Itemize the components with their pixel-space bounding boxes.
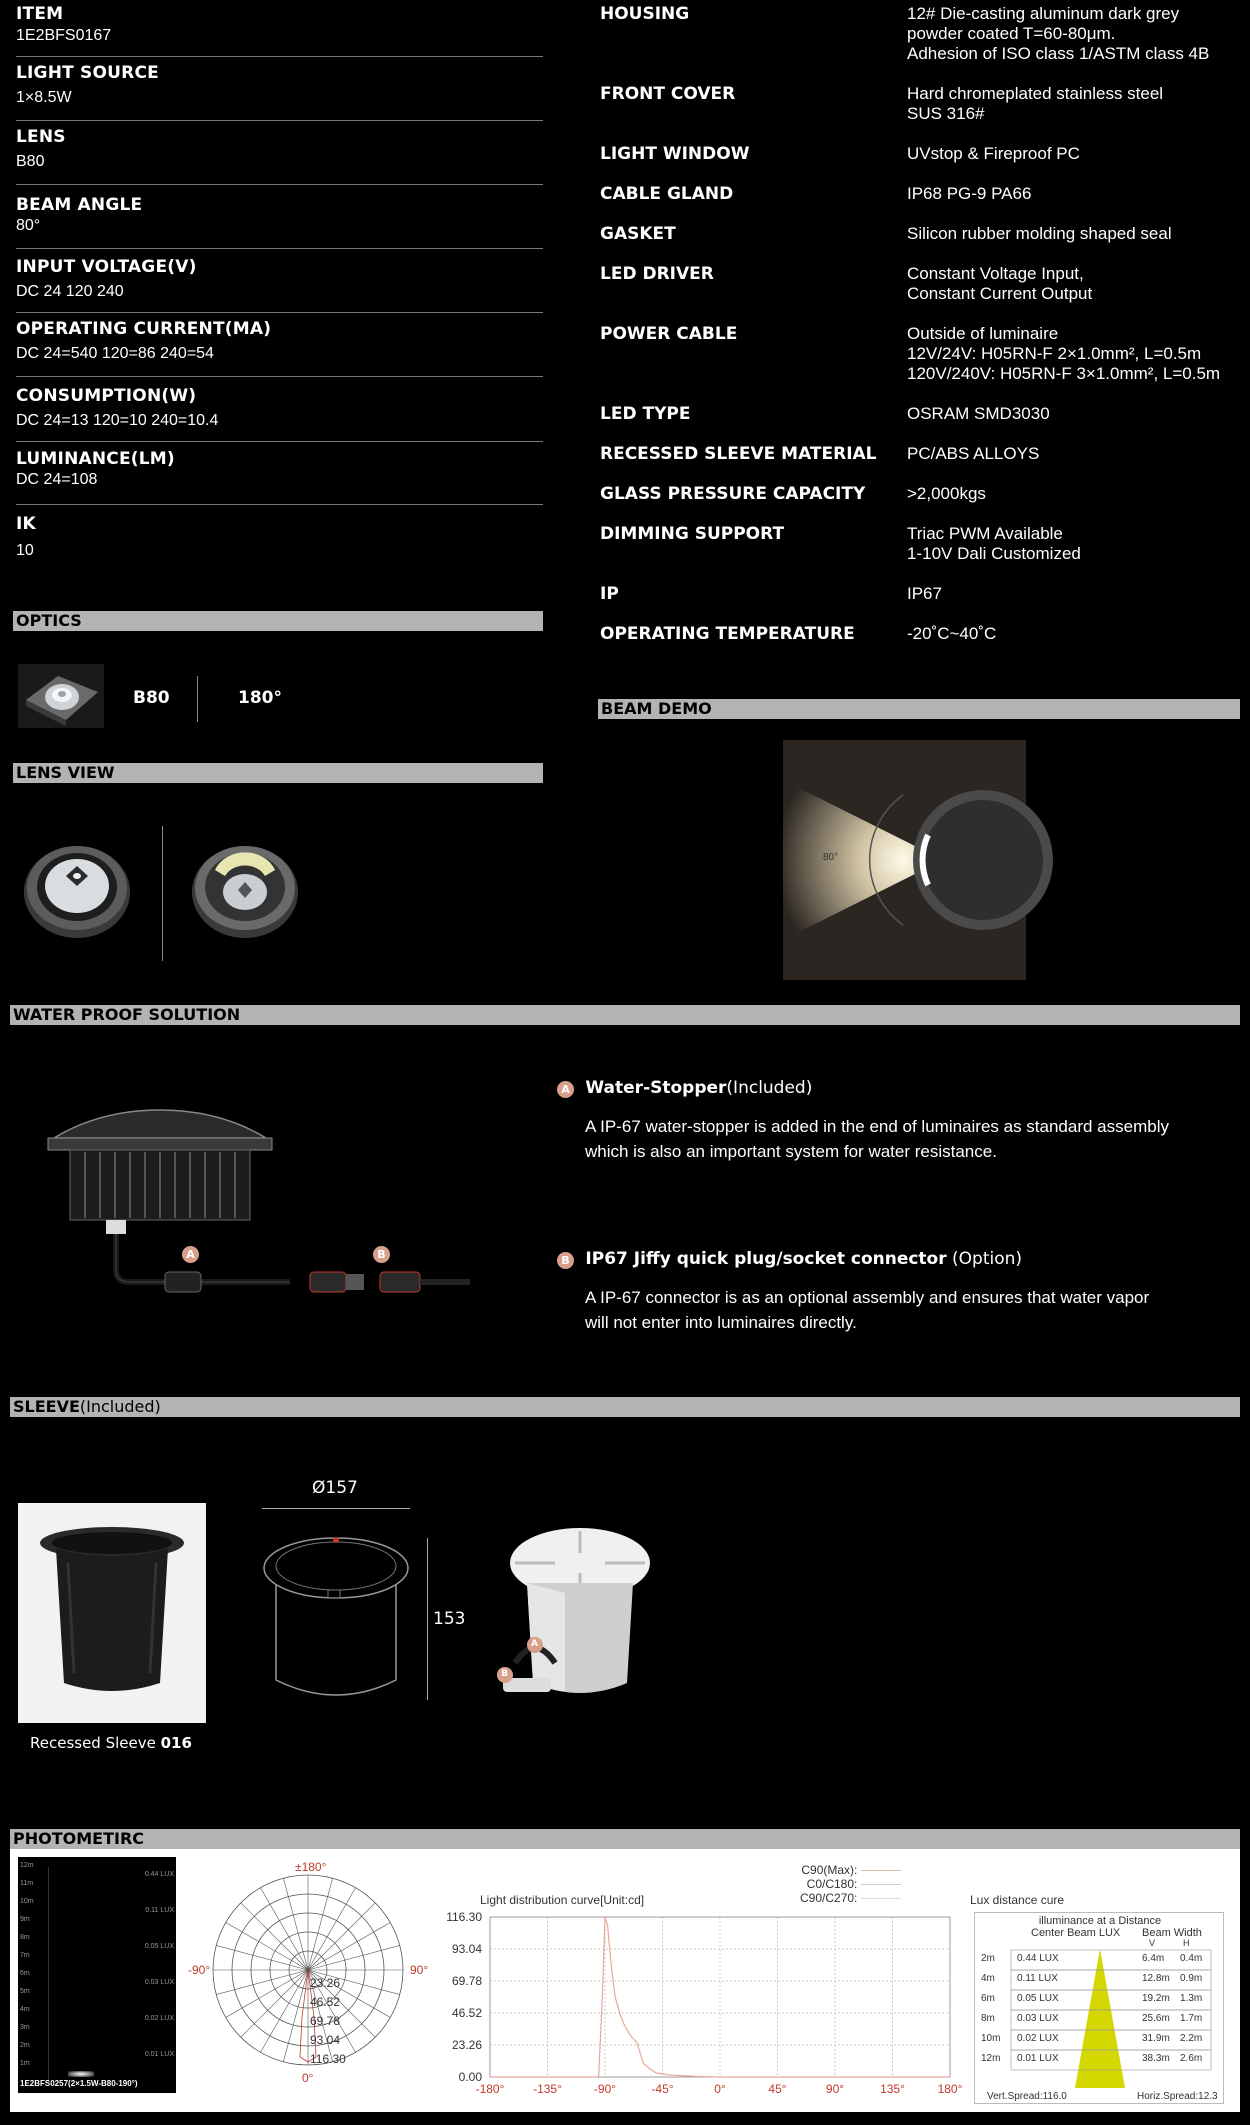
lux-cell-lux: 0.02 LUX [1017, 2033, 1059, 2044]
line: Outside of luminaire [907, 324, 1059, 343]
lux-cell-h: 0.9m [1180, 1973, 1203, 1984]
lux-row [975, 2013, 1225, 2029]
spec-label: OPERATING CURRENT(MA) [16, 319, 272, 339]
spec-luminance [16, 449, 543, 505]
spec-value: 80° [16, 217, 41, 234]
lux-row [975, 2033, 1225, 2049]
dimension-line [262, 1508, 410, 1509]
x-tick-label: -180° [475, 2082, 505, 2096]
desc-line: A IP-67 connector is as an optional assembly and ensures that water vapor [585, 1288, 1150, 1307]
legend-label: C90(Max): [801, 1863, 858, 1877]
spec-value: DC 24 120 240 [16, 283, 124, 300]
legend-item [800, 1863, 901, 1877]
section-beam-demo: BEAM DEMO [598, 699, 1240, 719]
isolux-spot [68, 2071, 94, 2077]
y-tick-label: 93.04 [451, 1942, 482, 1956]
spec-value: DC 24=108 [16, 471, 98, 488]
line: Triac PWM Available [907, 524, 1063, 543]
spec-value: 1×8.5W [16, 89, 72, 106]
sleeve-caption-text: Recessed Sleeve [30, 1734, 161, 1752]
isolux-lux [145, 1857, 174, 2073]
polar-chart [188, 1857, 430, 2101]
height-label: 5m [20, 1988, 30, 1995]
spec-label: LED TYPE [600, 404, 691, 424]
distribution-chart [430, 1907, 963, 2111]
height-label: 6m [20, 1970, 30, 1977]
lux-cell-v: 31.9m [1142, 2033, 1170, 2044]
spec-value: B80 [16, 153, 45, 170]
badge-a: A [557, 1081, 574, 1098]
y-tick-label: 46.52 [451, 2006, 482, 2020]
spec-consumption [16, 386, 543, 442]
isolux-axis [48, 1867, 49, 2082]
lux-label: 0.11 LUX [145, 1907, 174, 1914]
connector-title: IP67 Jiffy quick plug/socket connector [585, 1249, 947, 1269]
spec-value: Silicon rubber molding shaped seal [907, 224, 1172, 243]
badge-b: B [557, 1252, 574, 1269]
badge-a: A [182, 1246, 199, 1263]
height-label: 1m [20, 2060, 30, 2067]
legend-label: C90/C270: [800, 1891, 858, 1905]
lux-cell-h: 2.2m [1180, 2033, 1203, 2044]
divider [162, 826, 163, 961]
beam-angle-label: 80° [823, 852, 839, 863]
spec-lens [16, 127, 543, 185]
spec-value [907, 264, 1092, 304]
polar-ring-label: 46.52 [310, 1995, 341, 2009]
y-tick-label: 69.78 [451, 1974, 482, 1988]
connector-heading [557, 1249, 1022, 1269]
divider [197, 676, 198, 722]
lux-label: 0.05 LUX [144, 1943, 174, 1950]
lux-cell-h: 0.4m [1180, 1953, 1203, 1964]
badge-a: A [527, 1637, 542, 1652]
lux-cell-v: 12.8m [1142, 1973, 1170, 1984]
spec-value: IP67 [907, 584, 942, 603]
section-water-proof: WATER PROOF SOLUTION [10, 1005, 1240, 1025]
polar-top-label: ±180° [295, 1860, 327, 1874]
waterproof-illustration [40, 1110, 480, 1314]
spec-item [16, 4, 543, 57]
section-photometric: PHOTOMETIRC [10, 1829, 1240, 1849]
sleeve-height: 153 [433, 1609, 466, 1629]
height-label: 10m [20, 1898, 34, 1905]
spec-value: -20˚C~40˚C [907, 624, 997, 643]
lux-cell-v: 25.6m [1142, 2013, 1170, 2024]
spec-label: LIGHT WINDOW [600, 144, 750, 164]
spec-label: IP [600, 584, 619, 604]
lens-thumbnail [18, 664, 104, 728]
sleeve-assembly-render [495, 1523, 675, 1717]
spec-label: CABLE GLAND [600, 184, 734, 204]
spec-label: GASKET [600, 224, 676, 244]
lux-cell-d: 6m [981, 1993, 995, 2004]
line: Adhesion of ISO class 1/ASTM class 4B [907, 44, 1210, 63]
polar-left-label: -90° [188, 1963, 211, 1977]
lux-cell-v: 6.4m [1142, 1953, 1165, 1964]
polar-ring-label: 116.30 [310, 2052, 346, 2066]
spec-label: BEAM ANGLE [16, 195, 143, 215]
lux-cell-d: 2m [981, 1953, 995, 1964]
spec-input-voltage [16, 257, 543, 313]
dimension-line [427, 1538, 428, 1700]
line: 120V/240V: H05RN-F 3×1.0mm², L=0.5m [907, 364, 1221, 383]
lux-cell-v: 38.3m [1142, 2053, 1170, 2064]
y-tick-label: 116.30 [446, 1910, 482, 1924]
isolux-chart [18, 1857, 176, 2093]
x-tick-label: 45° [768, 2082, 787, 2096]
x-tick-label: 90° [825, 2082, 845, 2096]
lux-cell-lux: 0.01 LUX [1017, 2053, 1059, 2064]
section-sleeve-suffix: (Included) [79, 1397, 161, 1416]
lux-label: 0.01 LUX [144, 2051, 174, 2058]
connector-suffix: (Option) [946, 1249, 1023, 1269]
lens-view-front [22, 840, 132, 944]
lux-cell-lux: 0.11 LUX [1017, 1973, 1058, 1984]
line: powder coated T=60-80μm. [907, 24, 1116, 43]
spec-label: FRONT COVER [600, 84, 736, 104]
lux-header: illuminance at a Distance [1038, 1915, 1162, 1927]
height-label: 4m [20, 2006, 30, 2013]
spec-light-source [16, 63, 543, 121]
legend-swatch [861, 1870, 901, 1871]
lux-row [975, 1993, 1225, 2009]
beam-demo-image [783, 740, 1026, 980]
polar-ring-label: 69.78 [310, 2014, 341, 2028]
connector-desc [585, 1285, 1149, 1335]
spec-value [907, 4, 1209, 64]
isolux-label: 1E2BFS0257(2×1.5W-B80-190°) [20, 2079, 138, 2088]
sleeve-diameter: Ø157 [312, 1478, 358, 1498]
x-tick-label: -90° [593, 2082, 617, 2096]
spec-label: GLASS PRESSURE CAPACITY [600, 484, 866, 504]
lux-distance-table [974, 1912, 1224, 2104]
legend-swatch [861, 1884, 901, 1885]
legend-item [800, 1891, 901, 1905]
spec-label: HOUSING [600, 4, 690, 24]
height-label: 8m [20, 1934, 30, 1941]
height-label: 12m [20, 1862, 34, 1869]
line: 1-10V Dali Customized [907, 544, 1081, 563]
section-optics: OPTICS [13, 611, 543, 631]
water-stopper-suffix: (Included) [726, 1078, 813, 1098]
lux-row [975, 1953, 1225, 1969]
section-sleeve-title: SLEEVE [13, 1397, 80, 1416]
sleeve-caption [30, 1734, 192, 1752]
optics-lens-name: B80 [133, 688, 170, 708]
water-stopper-desc [585, 1114, 1169, 1164]
optics-angle: 180° [238, 688, 282, 708]
lux-cell-lux: 0.03 LUX [1017, 2013, 1059, 2024]
line: 12V/24V: H05RN-F 2×1.0mm², L=0.5m [907, 344, 1202, 363]
spec-label: LED DRIVER [600, 264, 714, 284]
lux-label: 0.03 LUX [144, 1979, 174, 1986]
polar-ring-label: 23.26 [310, 1976, 341, 1990]
spec-label: ITEM [16, 4, 64, 24]
x-tick-label: -45° [651, 2082, 674, 2096]
lux-cell-d: 4m [981, 1973, 995, 1984]
line: SUS 316# [907, 104, 985, 123]
spec-value [907, 84, 1163, 124]
section-sleeve [10, 1397, 1240, 1417]
spec-label: RECESSED SLEEVE MATERIAL [600, 444, 877, 464]
isolux-heights [20, 1857, 34, 2073]
legend-item [800, 1877, 901, 1891]
polar-right-label: 90° [410, 1963, 429, 1977]
spec-value: DC 24=13 120=10 240=10.4 [16, 412, 219, 429]
lux-header: Beam Width [1142, 1927, 1202, 1939]
spec-value: >2,000kgs [907, 484, 986, 503]
spec-value: DC 24=540 120=86 240=54 [16, 345, 214, 362]
curve-title: Light distribution curve[Unit:cd] [480, 1893, 645, 1907]
polar-bottom-label: 0° [302, 2071, 314, 2085]
badge-b: B [373, 1246, 390, 1263]
line: 12# Die-casting aluminum dark grey [907, 4, 1180, 23]
x-tick-label: 180° [937, 2082, 963, 2096]
spec-label: POWER CABLE [600, 324, 738, 344]
spec-value: OSRAM SMD3030 [907, 404, 1050, 423]
legend-swatch [861, 1898, 901, 1899]
lux-cell-v: 19.2m [1142, 1993, 1170, 2004]
y-tick-label: 0.00 [458, 2070, 482, 2084]
lux-cell-h: 1.3m [1180, 1993, 1203, 2004]
lux-cell-lux: 0.05 LUX [1017, 1993, 1059, 2004]
spec-value: 1E2BFS0167 [16, 27, 112, 44]
line: Hard chromeplated stainless steel [907, 84, 1164, 103]
lux-cell-d: 12m [981, 2053, 1001, 2064]
lux-cell-h: 1.7m [1180, 2013, 1203, 2024]
lux-title: Lux distance cure [970, 1893, 1065, 1907]
spec-beam-angle [16, 195, 543, 249]
spec-label: LUMINANCE(LM) [16, 449, 175, 469]
spec-value [907, 524, 1081, 564]
sleeve-drawing [262, 1530, 412, 1719]
desc-line: A IP-67 water-stopper is added in the end of luminaires as standard assembly [585, 1117, 1169, 1136]
height-label: 7m [20, 1952, 30, 1959]
badge-b: B [497, 1667, 512, 1682]
spec-value: 10 [16, 542, 34, 559]
horiz-spread: Horiz.Spread:12.3 [1137, 2091, 1218, 2102]
height-label: 3m [20, 2024, 30, 2031]
sleeve-photo [18, 1503, 206, 1723]
lux-cell-d: 8m [981, 2013, 995, 2024]
spec-ik [16, 514, 36, 560]
legend-label: C0/C180: [806, 1877, 858, 1891]
curve-legend [800, 1863, 901, 1905]
height-label: 11m [20, 1880, 34, 1887]
line: Constant Current Output [907, 284, 1093, 303]
lux-label: 0.02 LUX [144, 2015, 174, 2022]
lux-label: 0.44 LUX [144, 1871, 174, 1878]
spec-label: CONSUMPTION(W) [16, 386, 197, 406]
spec-value: IP68 PG-9 PA66 [907, 184, 1032, 203]
height-label: 9m [20, 1916, 30, 1923]
spec-label: LENS [16, 127, 66, 147]
photometric-panel [10, 1849, 1240, 2112]
section-lens-view: LENS VIEW [13, 763, 543, 783]
desc-line: will not enter into luminaires directly. [585, 1313, 857, 1332]
spec-label: INPUT VOLTAGE(V) [16, 257, 197, 277]
spec-label: LIGHT SOURCE [16, 63, 159, 83]
vert-spread: Vert.Spread:116.0 [987, 2091, 1067, 2102]
lux-cell-lux: 0.44 LUX [1017, 1953, 1059, 1964]
spec-value [907, 324, 1220, 384]
x-tick-label: -135° [533, 2082, 562, 2096]
lux-cell-d: 10m [981, 2033, 1001, 2044]
spec-label: DIMMING SUPPORT [600, 524, 785, 544]
spec-label: OPERATING TEMPERATURE [600, 624, 855, 644]
y-tick-label: 23.26 [451, 2038, 482, 2052]
height-label: 2m [20, 2042, 30, 2049]
lux-row [975, 1973, 1225, 1989]
lux-header: V [1149, 1938, 1156, 1948]
spec-value: PC/ABS ALLOYS [907, 444, 1040, 463]
lux-row [975, 2053, 1225, 2069]
spec-value: UVstop & Fireproof PC [907, 144, 1080, 163]
lux-cell-h: 2.6m [1180, 2053, 1203, 2064]
sleeve-caption-number: 016 [160, 1734, 192, 1752]
water-stopper-heading [557, 1078, 812, 1098]
lens-view-angled [190, 840, 300, 944]
x-tick-label: 0° [714, 2082, 726, 2096]
lux-header: H [1183, 1938, 1190, 1948]
spec-label: IK [16, 514, 36, 534]
spec-operating-current [16, 319, 543, 377]
water-stopper-title: Water-Stopper [585, 1078, 727, 1098]
polar-ring-label: 93.04 [310, 2033, 341, 2047]
desc-line: which is also an important system for water resistance. [585, 1142, 997, 1161]
x-tick-label: 135° [880, 2082, 905, 2096]
lux-header: Center Beam LUX [1031, 1927, 1121, 1939]
line: Constant Voltage Input, [907, 264, 1084, 283]
